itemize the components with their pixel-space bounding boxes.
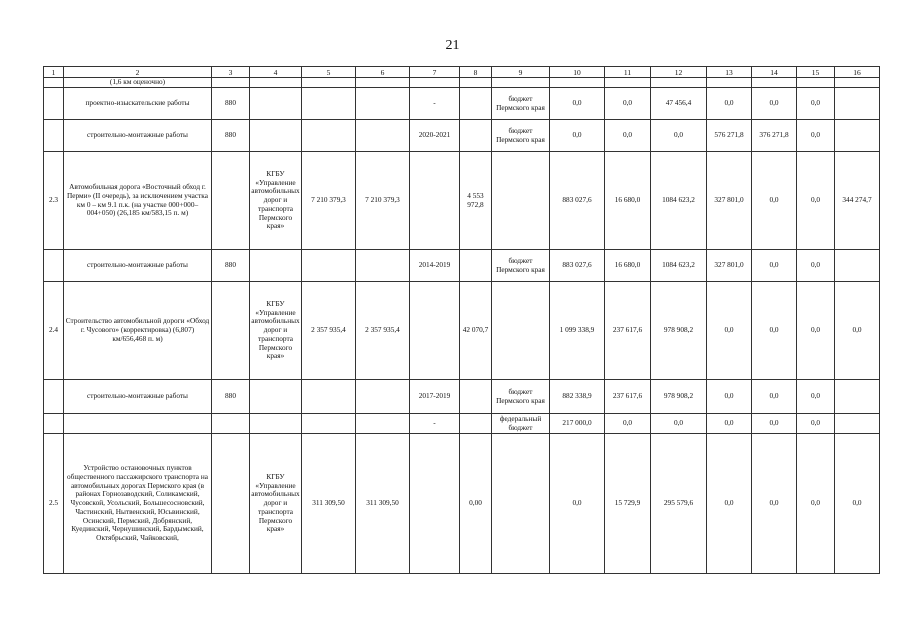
table-cell: КГБУ «Управление автомобильных дорог и транспорта Пермского края» — [250, 434, 302, 574]
table-cell — [752, 78, 797, 88]
header-cell: 11 — [605, 67, 651, 78]
table-cell — [605, 78, 651, 88]
table-cell — [410, 78, 460, 88]
table-cell: Автомобильная дорога «Восточный обход г. Перми» (II очередь), за исключением участка км 0 – км 9.1 п.к. (на участке 000+000– 004+050) (26,185 км/583,15 п. м) — [64, 152, 212, 250]
table-cell — [492, 78, 550, 88]
table-cell: 882 338,9 — [550, 380, 605, 414]
table-cell — [460, 78, 492, 88]
table-cell: 237 617,6 — [605, 282, 651, 380]
table-cell — [44, 120, 64, 152]
table-cell: 4 553 972,8 — [460, 152, 492, 250]
table-cell: 0,0 — [707, 434, 752, 574]
table-cell — [492, 282, 550, 380]
table-cell — [302, 78, 356, 88]
table-cell — [797, 78, 835, 88]
table-cell: 0,0 — [797, 88, 835, 120]
table-cell: 880 — [212, 120, 250, 152]
table-cell: строительно-монтажные работы — [64, 250, 212, 282]
table-cell — [44, 380, 64, 414]
table-cell — [460, 120, 492, 152]
table-cell: - — [410, 88, 460, 120]
table-cell — [707, 78, 752, 88]
table-cell: 0,0 — [550, 120, 605, 152]
table-cell — [410, 152, 460, 250]
table-cell: 2 357 935,4 — [302, 282, 356, 380]
table-cell — [302, 120, 356, 152]
table-cell — [835, 380, 880, 414]
table-cell — [212, 414, 250, 434]
table-cell — [835, 78, 880, 88]
data-table — [43, 66, 880, 574]
header-cell: 9 — [492, 67, 550, 78]
table-row — [44, 120, 880, 152]
table-cell — [492, 434, 550, 574]
table-cell — [835, 88, 880, 120]
table-cell: 0,0 — [707, 414, 752, 434]
table-cell — [550, 78, 605, 88]
table-cell: 883 027,6 — [550, 152, 605, 250]
header-cell: 13 — [707, 67, 752, 78]
table-cell: (1,6 км оценочно) — [64, 78, 212, 88]
header-cell: 15 — [797, 67, 835, 78]
table-row — [44, 434, 880, 574]
table-cell: 217 000,0 — [550, 414, 605, 434]
table-row — [44, 78, 880, 88]
page-number: 21 — [445, 38, 460, 53]
table-cell: - — [410, 414, 460, 434]
table-cell: 0,0 — [797, 282, 835, 380]
table-cell: КГБУ «Управление автомобильных дорог и транспорта Пермского края» — [250, 282, 302, 380]
table-cell — [64, 414, 212, 434]
table-cell: 2020-2021 — [410, 120, 460, 152]
table-cell: 576 271,8 — [707, 120, 752, 152]
table-cell: строительно-монтажные работы — [64, 380, 212, 414]
table-cell: 883 027,6 — [550, 250, 605, 282]
table-cell — [44, 414, 64, 434]
header-cell: 4 — [250, 67, 302, 78]
table-cell: 7 210 379,3 — [356, 152, 410, 250]
table-cell — [356, 78, 410, 88]
table-cell: 0,00 — [460, 434, 492, 574]
table-cell: 0,0 — [797, 250, 835, 282]
table-cell: проектно-изыскательские работы — [64, 88, 212, 120]
table-cell: 0,0 — [797, 152, 835, 250]
table-cell — [356, 88, 410, 120]
row-number: 2.5 — [44, 434, 64, 574]
table-cell: 311 309,50 — [302, 434, 356, 574]
table-cell: 2014-2019 — [410, 250, 460, 282]
table-cell: 0,0 — [752, 152, 797, 250]
table-cell — [460, 380, 492, 414]
table-row — [44, 414, 880, 434]
table-cell: 344 274,7 — [835, 152, 880, 250]
table-cell: 295 579,6 — [651, 434, 707, 574]
table-cell: федеральный бюджет — [492, 414, 550, 434]
table-cell — [356, 414, 410, 434]
table-cell — [356, 380, 410, 414]
header-cell: 6 — [356, 67, 410, 78]
table-cell: 880 — [212, 250, 250, 282]
table-cell: 1 099 338,9 — [550, 282, 605, 380]
table-row — [44, 250, 880, 282]
table-cell: 0,0 — [752, 282, 797, 380]
table-cell: 0,0 — [707, 88, 752, 120]
table-cell: 327 801,0 — [707, 250, 752, 282]
table-cell — [212, 78, 250, 88]
table-cell — [356, 250, 410, 282]
table-cell — [212, 282, 250, 380]
table-cell: 880 — [212, 380, 250, 414]
table-cell — [410, 282, 460, 380]
table-cell — [44, 88, 64, 120]
table-cell: 2017-2019 — [410, 380, 460, 414]
table-cell: 0,0 — [752, 414, 797, 434]
table-cell: 15 729,9 — [605, 434, 651, 574]
table-row — [44, 380, 880, 414]
table-cell: бюджет Пермского края — [492, 88, 550, 120]
table-cell — [835, 250, 880, 282]
table-cell: КГБУ «Управление автомобильных дорог и транспорта Пермского края» — [250, 152, 302, 250]
table-cell: 0,0 — [651, 414, 707, 434]
table-cell — [835, 120, 880, 152]
header-cell: 14 — [752, 67, 797, 78]
table-cell: Строительство автомобильной дороги «Обход г. Чусового» (корректировка) (6,807) км/656,468 п. м) — [64, 282, 212, 380]
table-cell: 327 801,0 — [707, 152, 752, 250]
table-cell: 7 210 379,3 — [302, 152, 356, 250]
header-cell: 3 — [212, 67, 250, 78]
table-cell: бюджет Пермского края — [492, 250, 550, 282]
table-cell — [302, 88, 356, 120]
table-cell: 0,0 — [752, 434, 797, 574]
table-cell — [44, 250, 64, 282]
table-cell: 0,0 — [605, 88, 651, 120]
table-cell: 0,0 — [752, 380, 797, 414]
table-cell — [356, 120, 410, 152]
header-cell: 2 — [64, 67, 212, 78]
table-cell: 0,0 — [797, 414, 835, 434]
table-row — [44, 282, 880, 380]
table-cell: 978 908,2 — [651, 380, 707, 414]
header-cell: 5 — [302, 67, 356, 78]
table-cell — [302, 250, 356, 282]
table-cell: 0,0 — [752, 250, 797, 282]
table-cell: строительно-монтажные работы — [64, 120, 212, 152]
table-cell — [250, 414, 302, 434]
table-cell — [250, 88, 302, 120]
row-number: 2.4 — [44, 282, 64, 380]
table-cell — [212, 152, 250, 250]
header-cell: 10 — [550, 67, 605, 78]
table-cell: 16 680,0 — [605, 250, 651, 282]
table-row — [44, 152, 880, 250]
table-cell: 0,0 — [835, 282, 880, 380]
table-cell: 376 271,8 — [752, 120, 797, 152]
table-cell: 16 680,0 — [605, 152, 651, 250]
table-cell: 0,0 — [550, 434, 605, 574]
table-cell: 0,0 — [605, 414, 651, 434]
table-cell — [460, 88, 492, 120]
table-cell: 0,0 — [707, 282, 752, 380]
table-cell — [651, 78, 707, 88]
header-cell: 1 — [44, 67, 64, 78]
table-cell: 311 309,50 — [356, 434, 410, 574]
header-cell: 16 — [835, 67, 880, 78]
table-cell — [835, 414, 880, 434]
table-cell — [250, 120, 302, 152]
table-cell: 237 617,6 — [605, 380, 651, 414]
table-cell: 0,0 — [651, 120, 707, 152]
header-cell: 8 — [460, 67, 492, 78]
table-cell — [212, 434, 250, 574]
table-cell — [460, 414, 492, 434]
table-cell: 0,0 — [550, 88, 605, 120]
table-cell: 0,0 — [605, 120, 651, 152]
table-cell: бюджет Пермского края — [492, 380, 550, 414]
table-cell — [302, 380, 356, 414]
table-cell — [460, 250, 492, 282]
table-cell: 978 908,2 — [651, 282, 707, 380]
table-cell — [410, 434, 460, 574]
header-row — [44, 67, 880, 78]
table-cell: 2 357 935,4 — [356, 282, 410, 380]
table-cell: 880 — [212, 88, 250, 120]
table-cell — [250, 250, 302, 282]
table-cell: 47 456,4 — [651, 88, 707, 120]
header-cell: 7 — [410, 67, 460, 78]
table-cell: 1084 623,2 — [651, 152, 707, 250]
row-number: 2.3 — [44, 152, 64, 250]
table-cell — [250, 380, 302, 414]
table-cell: 1084 623,2 — [651, 250, 707, 282]
table-cell: Устройство остановочных пунктов общественного пассажирского транспорта на автомобильных дорогах Пермского края (в районах Горнозаводский, Соликамский, Чусовской, Усольский, Большесосновский, Частинский, Нытвенский, Юсьвинский, Осинский, Пермский, Добрянский, Куединский, Чернушинский, Бардымский, Октябрьский, Чайковский, — [64, 434, 212, 574]
table-cell: 0,0 — [752, 88, 797, 120]
table-cell — [250, 78, 302, 88]
table-cell: 0,0 — [835, 434, 880, 574]
header-cell: 12 — [651, 67, 707, 78]
table-row — [44, 88, 880, 120]
table-cell: 0,0 — [797, 380, 835, 414]
table-cell: бюджет Пермского края — [492, 120, 550, 152]
table-cell: 0,0 — [707, 380, 752, 414]
table-cell — [302, 414, 356, 434]
table-cell: 0,0 — [797, 434, 835, 574]
table-cell — [492, 152, 550, 250]
table-cell: 42 070,7 — [460, 282, 492, 380]
table-cell — [44, 78, 64, 88]
table-cell: 0,0 — [797, 120, 835, 152]
